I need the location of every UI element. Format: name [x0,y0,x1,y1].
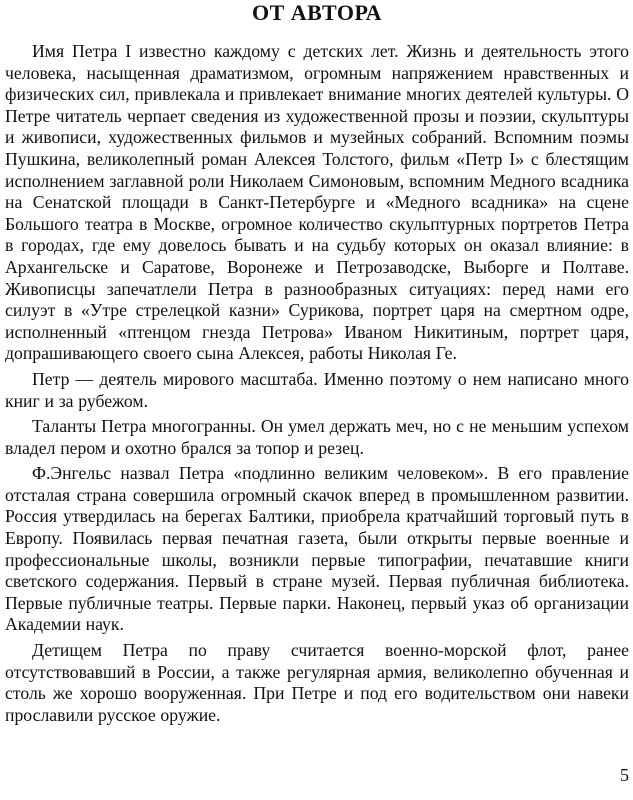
paragraph-3: Таланты Петра многогранны. Он умел держать меч, но с не меньшим успехом владел пером и охотно брался за топор и резец. [5,416,629,458]
page-title: ОТ АВТОРА [251,0,383,25]
paragraph-4: Ф.Энгельс назвал Петра «подлинно великим человеком». В его правление отсталая страна совершила огромный скачок вперед в промышленном развитии. Россия утвердилась на берегах Балтики, приобрела кратчайший торговый путь в Европу. Появилась первая печатная газета, были открыты первые военные и профессиональные школы, возникли первые типографии, печатавшие книги светского содержания. Первый в стране музей. Первая публичная библиотека. Первые публичные театры. Первые парки. Наконец, первый указ об организации Академии наук. [5,463,629,635]
paragraph-5: Детищем Петра по праву считается военно-морской флот, ранее отсутствовавший в России, а также регулярная армия, великолепно обученная и столь же хорошо вооруженная. При Петре и под его водительством они навеки прославили русское оружие. [5,640,629,725]
document-page [5,0,629,800]
page-number: 5 [620,765,629,785]
paragraph-1: Имя Петра I известно каждому с детских лет. Жизнь и деятельность этого человека, насыщенная драматизмом, огромным напряжением нравственных и физических сил, привлекала и привлекает внимание многих деятелей культуры. О Петре читатель черпает сведения из художественной прозы и поэзии, скульптуры и живописи, художественных фильмов и музейных собраний. Вспомним поэмы Пушкина, великолепный роман Алексея Толстого, фильм «Петр I» с блестящим исполнением заглавной роли Николаем Симоновым, вспомним Медного всадника на Сенатской площади в Санкт-Петербурге и «Медного всадника» на сцене Большого театра в Москве, огромное количество скульптурных портретов Петра в городах, где ему довелось бывать и на судьбу которых он оказал влияние: в Архангельске и Саратове, Воронеже и Петрозаводске, Выборге и Полтаве. Живописцы запечатлели Петра в разнообразных ситуациях: перед нами его силуэт в «Утре стрелецкой казни» Сурикова, портрет царя на смертном одре, исполненный «птенцом гнезда Петрова» Иваном Никитиным, портрет царя, допрашивающего своего сына Алексея, работы Николая Ге. [5,41,629,364]
paragraph-2: Петр — деятель мирового масштаба. Именно поэтому о нем написано много книг и за рубежом. [5,368,629,411]
